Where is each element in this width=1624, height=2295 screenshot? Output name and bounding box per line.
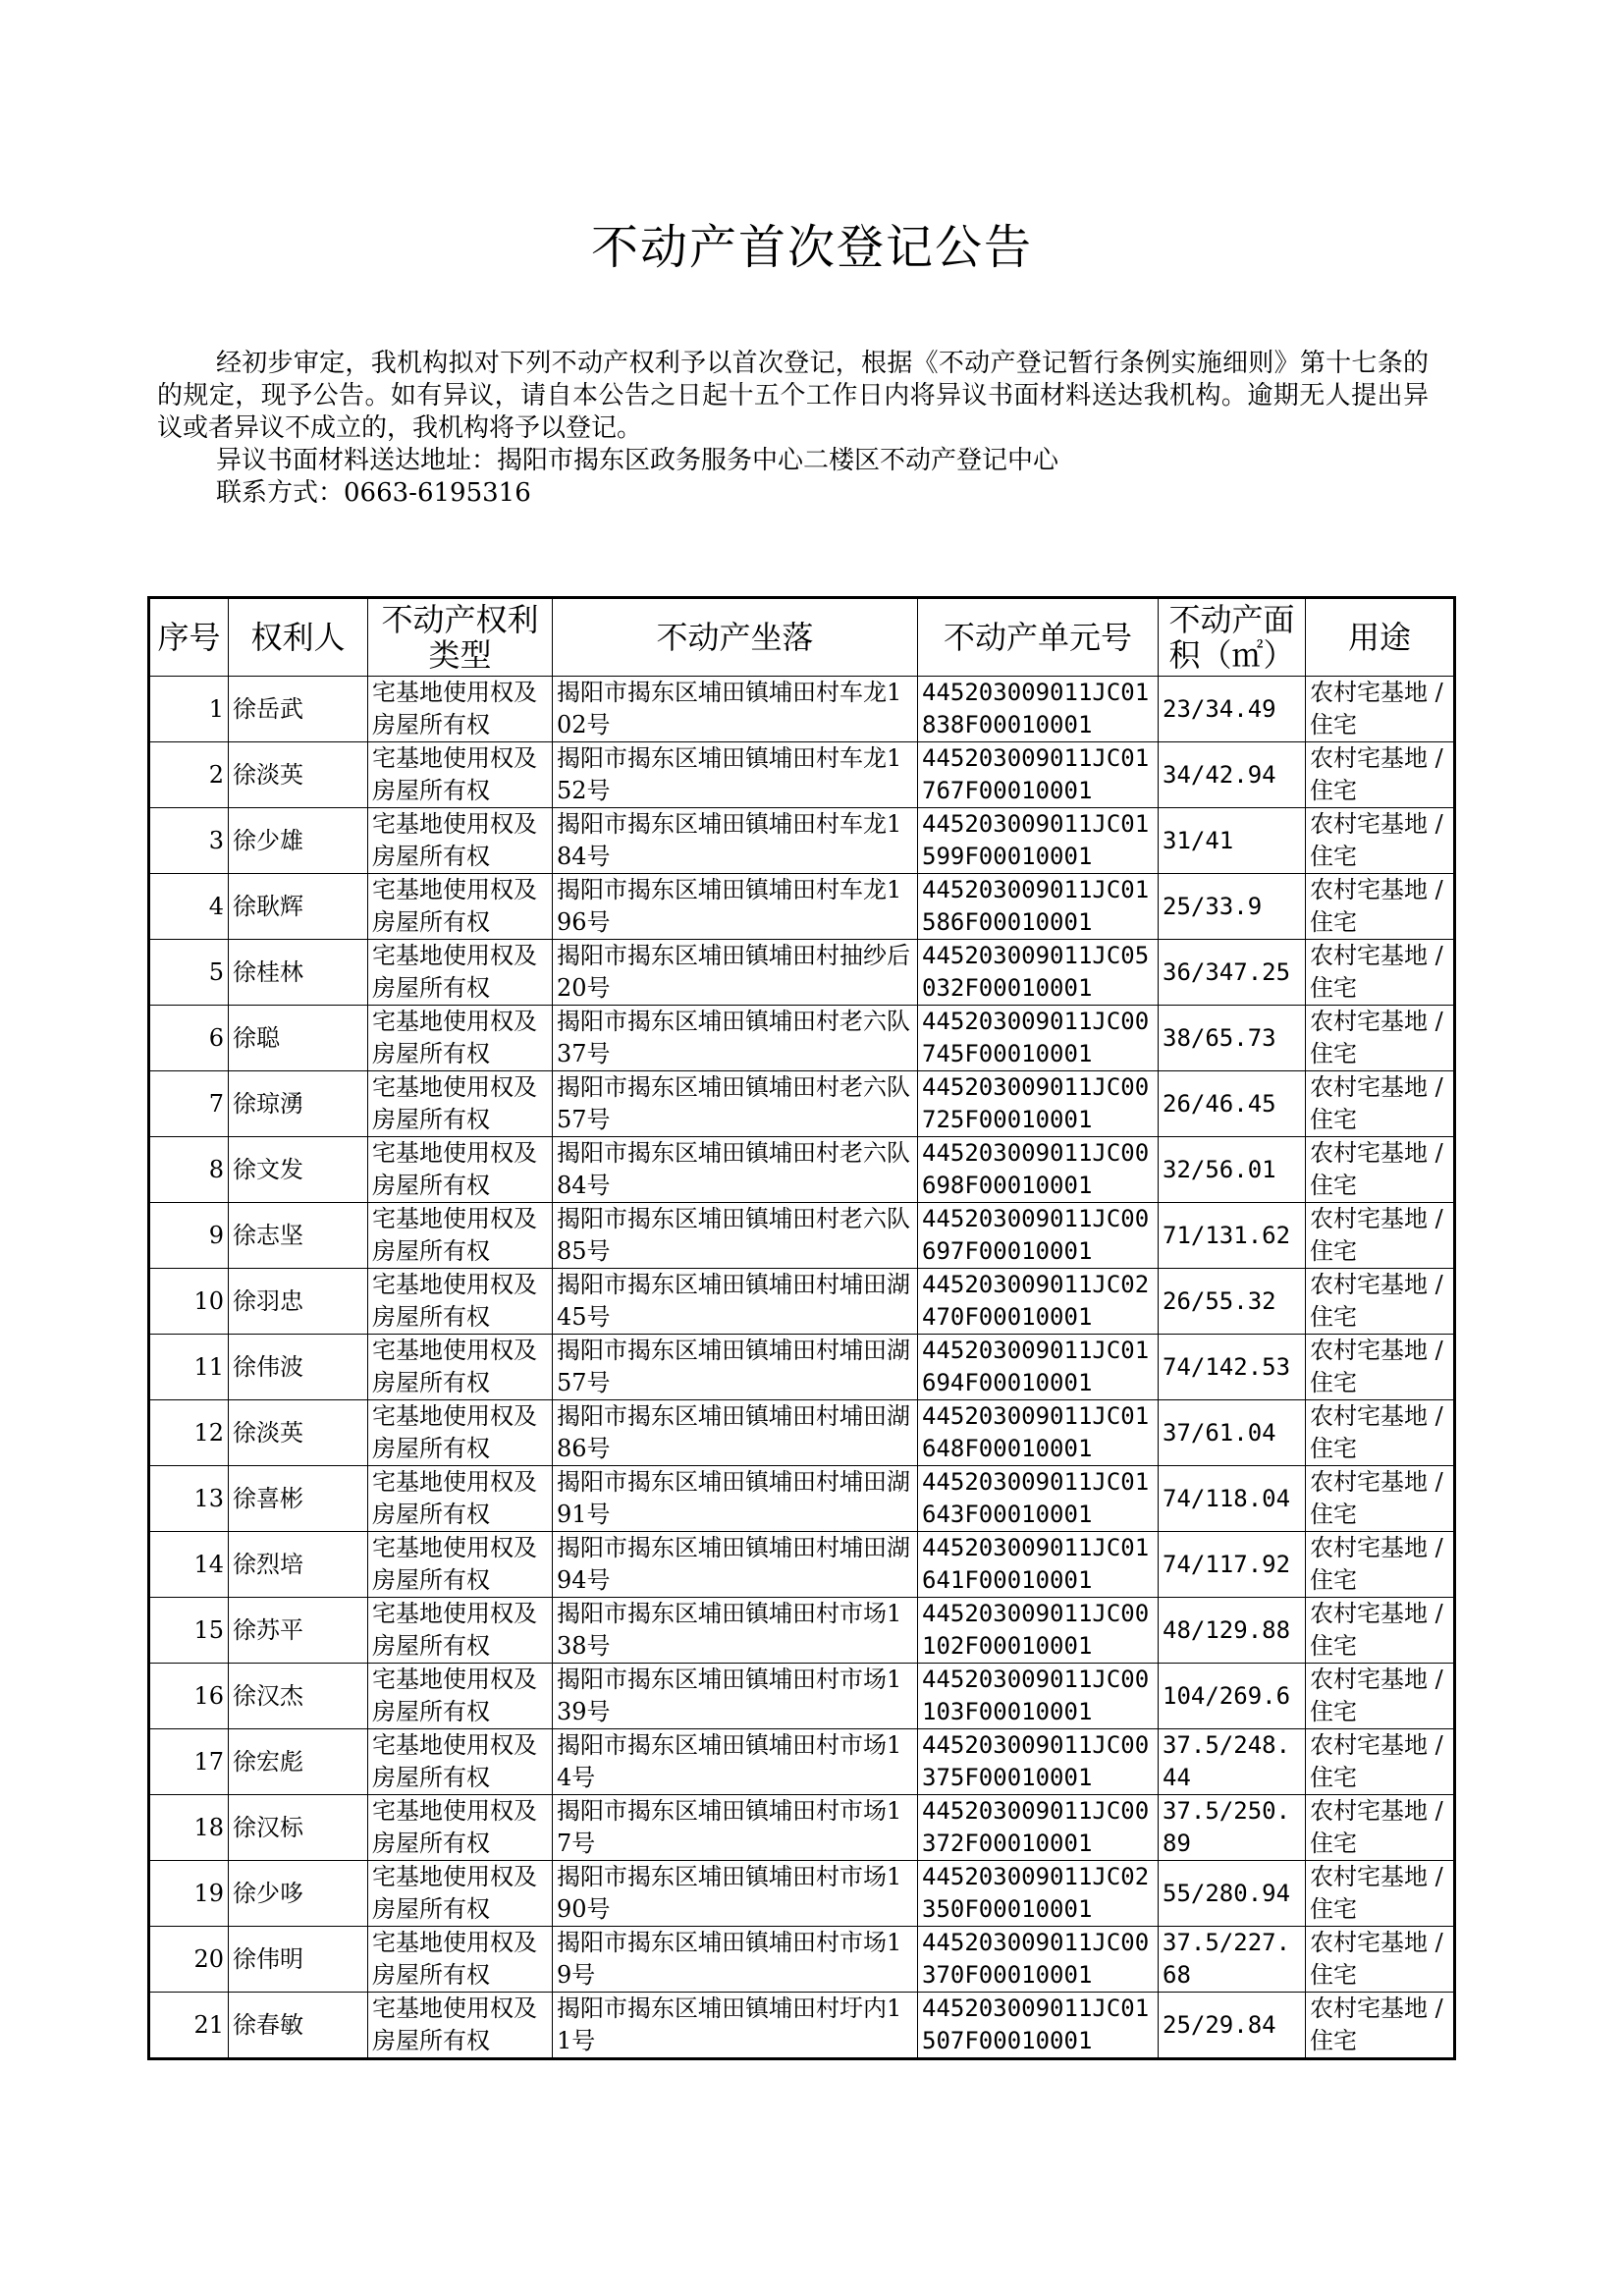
cell-index: 12 bbox=[149, 1400, 229, 1466]
cell-index: 18 bbox=[149, 1795, 229, 1861]
cell-use: 农村宅基地 / 住宅 bbox=[1306, 1269, 1455, 1335]
cell-owner: 徐宏彪 bbox=[229, 1729, 368, 1795]
cell-index: 17 bbox=[149, 1729, 229, 1795]
cell-location: 揭阳市揭东区埔田镇埔田村埔田湖57号 bbox=[553, 1335, 918, 1400]
cell-owner: 徐少雄 bbox=[229, 808, 368, 874]
cell-use: 农村宅基地 / 住宅 bbox=[1306, 1137, 1455, 1203]
header-right-type: 不动产权利类型 bbox=[368, 598, 553, 677]
cell-index: 13 bbox=[149, 1466, 229, 1532]
cell-index: 16 bbox=[149, 1664, 229, 1729]
cell-right-type: 宅基地使用权及房屋所有权 bbox=[368, 1203, 553, 1269]
cell-unit-number: 445203009011JC00103F00010001 bbox=[918, 1664, 1159, 1729]
cell-unit-number: 445203009011JC01694F00010001 bbox=[918, 1335, 1159, 1400]
header-use: 用途 bbox=[1306, 598, 1455, 677]
cell-area: 48/129.88 bbox=[1159, 1598, 1306, 1664]
table-row bbox=[149, 1927, 1455, 1993]
cell-area: 71/131.62 bbox=[1159, 1203, 1306, 1269]
cell-location: 揭阳市揭东区埔田镇埔田村埔田湖91号 bbox=[553, 1466, 918, 1532]
cell-area: 38/65.73 bbox=[1159, 1006, 1306, 1071]
page-title: 不动产首次登记公告 bbox=[590, 220, 1033, 275]
table-row bbox=[149, 1664, 1455, 1729]
table-row bbox=[149, 1993, 1455, 2059]
cell-unit-number: 445203009011JC00698F00010001 bbox=[918, 1137, 1159, 1203]
cell-index: 14 bbox=[149, 1532, 229, 1598]
cell-use: 农村宅基地 / 住宅 bbox=[1306, 808, 1455, 874]
cell-area: 26/46.45 bbox=[1159, 1071, 1306, 1137]
cell-owner: 徐烈培 bbox=[229, 1532, 368, 1598]
cell-right-type: 宅基地使用权及房屋所有权 bbox=[368, 1993, 553, 2059]
header-location: 不动产坐落 bbox=[553, 598, 918, 677]
cell-location: 揭阳市揭东区埔田镇埔田村市场17号 bbox=[553, 1795, 918, 1861]
table-row bbox=[149, 1729, 1455, 1795]
cell-area: 31/41 bbox=[1159, 808, 1306, 874]
cell-unit-number: 445203009011JC05032F00010001 bbox=[918, 940, 1159, 1006]
cell-use: 农村宅基地 / 住宅 bbox=[1306, 1861, 1455, 1927]
cell-location: 揭阳市揭东区埔田镇埔田村埔田湖94号 bbox=[553, 1532, 918, 1598]
cell-unit-number: 445203009011JC00375F00010001 bbox=[918, 1729, 1159, 1795]
cell-unit-number: 445203009011JC00745F00010001 bbox=[918, 1006, 1159, 1071]
cell-owner: 徐羽忠 bbox=[229, 1269, 368, 1335]
cell-owner: 徐岳武 bbox=[229, 677, 368, 742]
cell-right-type: 宅基地使用权及房屋所有权 bbox=[368, 808, 553, 874]
cell-location: 揭阳市揭东区埔田镇埔田村圩内11号 bbox=[553, 1993, 918, 2059]
cell-unit-number: 445203009011JC01641F00010001 bbox=[918, 1532, 1159, 1598]
cell-area: 37.5/248.44 bbox=[1159, 1729, 1306, 1795]
cell-unit-number: 445203009011JC01838F00010001 bbox=[918, 677, 1159, 742]
cell-owner: 徐汉杰 bbox=[229, 1664, 368, 1729]
cell-use: 农村宅基地 / 住宅 bbox=[1306, 1598, 1455, 1664]
cell-owner: 徐淡英 bbox=[229, 1400, 368, 1466]
cell-right-type: 宅基地使用权及房屋所有权 bbox=[368, 1664, 553, 1729]
cell-location: 揭阳市揭东区埔田镇埔田村抽纱后20号 bbox=[553, 940, 918, 1006]
cell-right-type: 宅基地使用权及房屋所有权 bbox=[368, 874, 553, 940]
cell-owner: 徐志坚 bbox=[229, 1203, 368, 1269]
cell-location: 揭阳市揭东区埔田镇埔田村埔田湖86号 bbox=[553, 1400, 918, 1466]
cell-right-type: 宅基地使用权及房屋所有权 bbox=[368, 1532, 553, 1598]
header-area: 不动产面积（㎡） bbox=[1159, 598, 1306, 677]
cell-owner: 徐汉标 bbox=[229, 1795, 368, 1861]
cell-right-type: 宅基地使用权及房屋所有权 bbox=[368, 1335, 553, 1400]
header-index: 序号 bbox=[149, 598, 229, 677]
cell-area: 36/347.25 bbox=[1159, 940, 1306, 1006]
cell-location: 揭阳市揭东区埔田镇埔田村车龙196号 bbox=[553, 874, 918, 940]
table-row bbox=[149, 742, 1455, 808]
cell-owner: 徐伟波 bbox=[229, 1335, 368, 1400]
cell-owner: 徐耿辉 bbox=[229, 874, 368, 940]
cell-index: 8 bbox=[149, 1137, 229, 1203]
cell-use: 农村宅基地 / 住宅 bbox=[1306, 874, 1455, 940]
table-row bbox=[149, 1598, 1455, 1664]
cell-location: 揭阳市揭东区埔田镇埔田村车龙152号 bbox=[553, 742, 918, 808]
cell-area: 104/269.6 bbox=[1159, 1664, 1306, 1729]
cell-use: 农村宅基地 / 住宅 bbox=[1306, 1006, 1455, 1071]
cell-index: 4 bbox=[149, 874, 229, 940]
table-row bbox=[149, 1466, 1455, 1532]
cell-location: 揭阳市揭东区埔田镇埔田村埔田湖45号 bbox=[553, 1269, 918, 1335]
cell-use: 农村宅基地 / 住宅 bbox=[1306, 1400, 1455, 1466]
cell-location: 揭阳市揭东区埔田镇埔田村老六队37号 bbox=[553, 1006, 918, 1071]
cell-area: 74/142.53 bbox=[1159, 1335, 1306, 1400]
cell-index: 6 bbox=[149, 1006, 229, 1071]
cell-right-type: 宅基地使用权及房屋所有权 bbox=[368, 1795, 553, 1861]
table-row bbox=[149, 1795, 1455, 1861]
notice-paragraph: 经初步审定，我机构拟对下列不动产权利予以首次登记，根据《不动产登记暂行条例实施细则》第十七条的的规定，现予公告。如有异议，请自本公告之日起十五个工作日内将异议书面材料送达我机构。逾期无人提出异议或者异议不成立的，我机构将予以登记。 bbox=[157, 349, 1429, 443]
table-row bbox=[149, 1203, 1455, 1269]
cell-owner: 徐少哆 bbox=[229, 1861, 368, 1927]
registration-table bbox=[147, 596, 1456, 2060]
cell-index: 7 bbox=[149, 1071, 229, 1137]
table-row bbox=[149, 1532, 1455, 1598]
cell-area: 26/55.32 bbox=[1159, 1269, 1306, 1335]
cell-index: 2 bbox=[149, 742, 229, 808]
cell-location: 揭阳市揭东区埔田镇埔田村市场138号 bbox=[553, 1598, 918, 1664]
cell-use: 农村宅基地 / 住宅 bbox=[1306, 1071, 1455, 1137]
cell-location: 揭阳市揭东区埔田镇埔田村老六队57号 bbox=[553, 1071, 918, 1137]
cell-use: 农村宅基地 / 住宅 bbox=[1306, 1993, 1455, 2059]
cell-right-type: 宅基地使用权及房屋所有权 bbox=[368, 1729, 553, 1795]
cell-unit-number: 445203009011JC00697F00010001 bbox=[918, 1203, 1159, 1269]
cell-location: 揭阳市揭东区埔田镇埔田村车龙102号 bbox=[553, 677, 918, 742]
cell-index: 15 bbox=[149, 1598, 229, 1664]
cell-owner: 徐桂林 bbox=[229, 940, 368, 1006]
table-row bbox=[149, 1861, 1455, 1927]
table-row bbox=[149, 1137, 1455, 1203]
cell-location: 揭阳市揭东区埔田镇埔田村市场14号 bbox=[553, 1729, 918, 1795]
cell-area: 25/29.84 bbox=[1159, 1993, 1306, 2059]
cell-area: 37.5/227.68 bbox=[1159, 1927, 1306, 1993]
cell-index: 20 bbox=[149, 1927, 229, 1993]
cell-right-type: 宅基地使用权及房屋所有权 bbox=[368, 1598, 553, 1664]
cell-use: 农村宅基地 / 住宅 bbox=[1306, 940, 1455, 1006]
cell-location: 揭阳市揭东区埔田镇埔田村老六队84号 bbox=[553, 1137, 918, 1203]
cell-owner: 徐苏平 bbox=[229, 1598, 368, 1664]
cell-unit-number: 445203009011JC01586F00010001 bbox=[918, 874, 1159, 940]
cell-right-type: 宅基地使用权及房屋所有权 bbox=[368, 1861, 553, 1927]
cell-unit-number: 445203009011JC02350F00010001 bbox=[918, 1861, 1159, 1927]
cell-location: 揭阳市揭东区埔田镇埔田村市场139号 bbox=[553, 1664, 918, 1729]
cell-right-type: 宅基地使用权及房屋所有权 bbox=[368, 1006, 553, 1071]
cell-right-type: 宅基地使用权及房屋所有权 bbox=[368, 742, 553, 808]
cell-use: 农村宅基地 / 住宅 bbox=[1306, 1203, 1455, 1269]
table-body bbox=[149, 677, 1455, 2059]
cell-right-type: 宅基地使用权及房屋所有权 bbox=[368, 1071, 553, 1137]
cell-index: 1 bbox=[149, 677, 229, 742]
cell-unit-number: 445203009011JC01507F00010001 bbox=[918, 1993, 1159, 2059]
table-row bbox=[149, 1071, 1455, 1137]
cell-index: 21 bbox=[149, 1993, 229, 2059]
header-unit-number: 不动产单元号 bbox=[918, 598, 1159, 677]
table-row bbox=[149, 1269, 1455, 1335]
cell-unit-number: 445203009011JC02470F00010001 bbox=[918, 1269, 1159, 1335]
cell-area: 74/117.92 bbox=[1159, 1532, 1306, 1598]
cell-use: 农村宅基地 / 住宅 bbox=[1306, 1532, 1455, 1598]
cell-use: 农村宅基地 / 住宅 bbox=[1306, 1795, 1455, 1861]
table-row bbox=[149, 677, 1455, 742]
cell-index: 10 bbox=[149, 1269, 229, 1335]
cell-right-type: 宅基地使用权及房屋所有权 bbox=[368, 677, 553, 742]
cell-location: 揭阳市揭东区埔田镇埔田村车龙184号 bbox=[553, 808, 918, 874]
cell-area: 74/118.04 bbox=[1159, 1466, 1306, 1532]
cell-index: 5 bbox=[149, 940, 229, 1006]
cell-index: 11 bbox=[149, 1335, 229, 1400]
cell-right-type: 宅基地使用权及房屋所有权 bbox=[368, 1400, 553, 1466]
cell-use: 农村宅基地 / 住宅 bbox=[1306, 677, 1455, 742]
table-row bbox=[149, 1006, 1455, 1071]
cell-location: 揭阳市揭东区埔田镇埔田村老六队85号 bbox=[553, 1203, 918, 1269]
cell-owner: 徐伟明 bbox=[229, 1927, 368, 1993]
cell-use: 农村宅基地 / 住宅 bbox=[1306, 1335, 1455, 1400]
cell-use: 农村宅基地 / 住宅 bbox=[1306, 1466, 1455, 1532]
cell-right-type: 宅基地使用权及房屋所有权 bbox=[368, 940, 553, 1006]
header-owner: 权利人 bbox=[229, 598, 368, 677]
cell-owner: 徐喜彬 bbox=[229, 1466, 368, 1532]
cell-right-type: 宅基地使用权及房屋所有权 bbox=[368, 1269, 553, 1335]
cell-area: 55/280.94 bbox=[1159, 1861, 1306, 1927]
objection-address: 异议书面材料送达地址：揭阳市揭东区政务服务中心二楼区不动产登记中心 bbox=[216, 446, 1059, 475]
cell-index: 9 bbox=[149, 1203, 229, 1269]
cell-use: 农村宅基地 / 住宅 bbox=[1306, 1729, 1455, 1795]
cell-owner: 徐琼湧 bbox=[229, 1071, 368, 1137]
cell-area: 23/34.49 bbox=[1159, 677, 1306, 742]
cell-index: 19 bbox=[149, 1861, 229, 1927]
cell-right-type: 宅基地使用权及房屋所有权 bbox=[368, 1927, 553, 1993]
contact-info: 联系方式：0663-6195316 bbox=[216, 478, 531, 508]
table-row bbox=[149, 1400, 1455, 1466]
cell-unit-number: 445203009011JC00372F00010001 bbox=[918, 1795, 1159, 1861]
cell-area: 25/33.9 bbox=[1159, 874, 1306, 940]
cell-unit-number: 445203009011JC01643F00010001 bbox=[918, 1466, 1159, 1532]
notice-body bbox=[157, 348, 1429, 510]
table-header-row bbox=[149, 598, 1455, 677]
cell-index: 3 bbox=[149, 808, 229, 874]
table-row bbox=[149, 940, 1455, 1006]
cell-area: 37.5/250.89 bbox=[1159, 1795, 1306, 1861]
cell-owner: 徐春敏 bbox=[229, 1993, 368, 2059]
cell-right-type: 宅基地使用权及房屋所有权 bbox=[368, 1137, 553, 1203]
cell-unit-number: 445203009011JC01599F00010001 bbox=[918, 808, 1159, 874]
cell-use: 农村宅基地 / 住宅 bbox=[1306, 742, 1455, 808]
cell-owner: 徐文发 bbox=[229, 1137, 368, 1203]
table-row bbox=[149, 808, 1455, 874]
cell-unit-number: 445203009011JC01648F00010001 bbox=[918, 1400, 1159, 1466]
cell-location: 揭阳市揭东区埔田镇埔田村市场190号 bbox=[553, 1861, 918, 1927]
cell-unit-number: 445203009011JC01767F00010001 bbox=[918, 742, 1159, 808]
cell-unit-number: 445203009011JC00370F00010001 bbox=[918, 1927, 1159, 1993]
cell-unit-number: 445203009011JC00725F00010001 bbox=[918, 1071, 1159, 1137]
cell-location: 揭阳市揭东区埔田镇埔田村市场19号 bbox=[553, 1927, 918, 1993]
cell-owner: 徐聪 bbox=[229, 1006, 368, 1071]
table-row bbox=[149, 874, 1455, 940]
cell-right-type: 宅基地使用权及房屋所有权 bbox=[368, 1466, 553, 1532]
cell-unit-number: 445203009011JC00102F00010001 bbox=[918, 1598, 1159, 1664]
cell-use: 农村宅基地 / 住宅 bbox=[1306, 1664, 1455, 1729]
cell-area: 34/42.94 bbox=[1159, 742, 1306, 808]
cell-use: 农村宅基地 / 住宅 bbox=[1306, 1927, 1455, 1993]
cell-area: 37/61.04 bbox=[1159, 1400, 1306, 1466]
cell-owner: 徐淡英 bbox=[229, 742, 368, 808]
cell-area: 32/56.01 bbox=[1159, 1137, 1306, 1203]
table-row bbox=[149, 1335, 1455, 1400]
